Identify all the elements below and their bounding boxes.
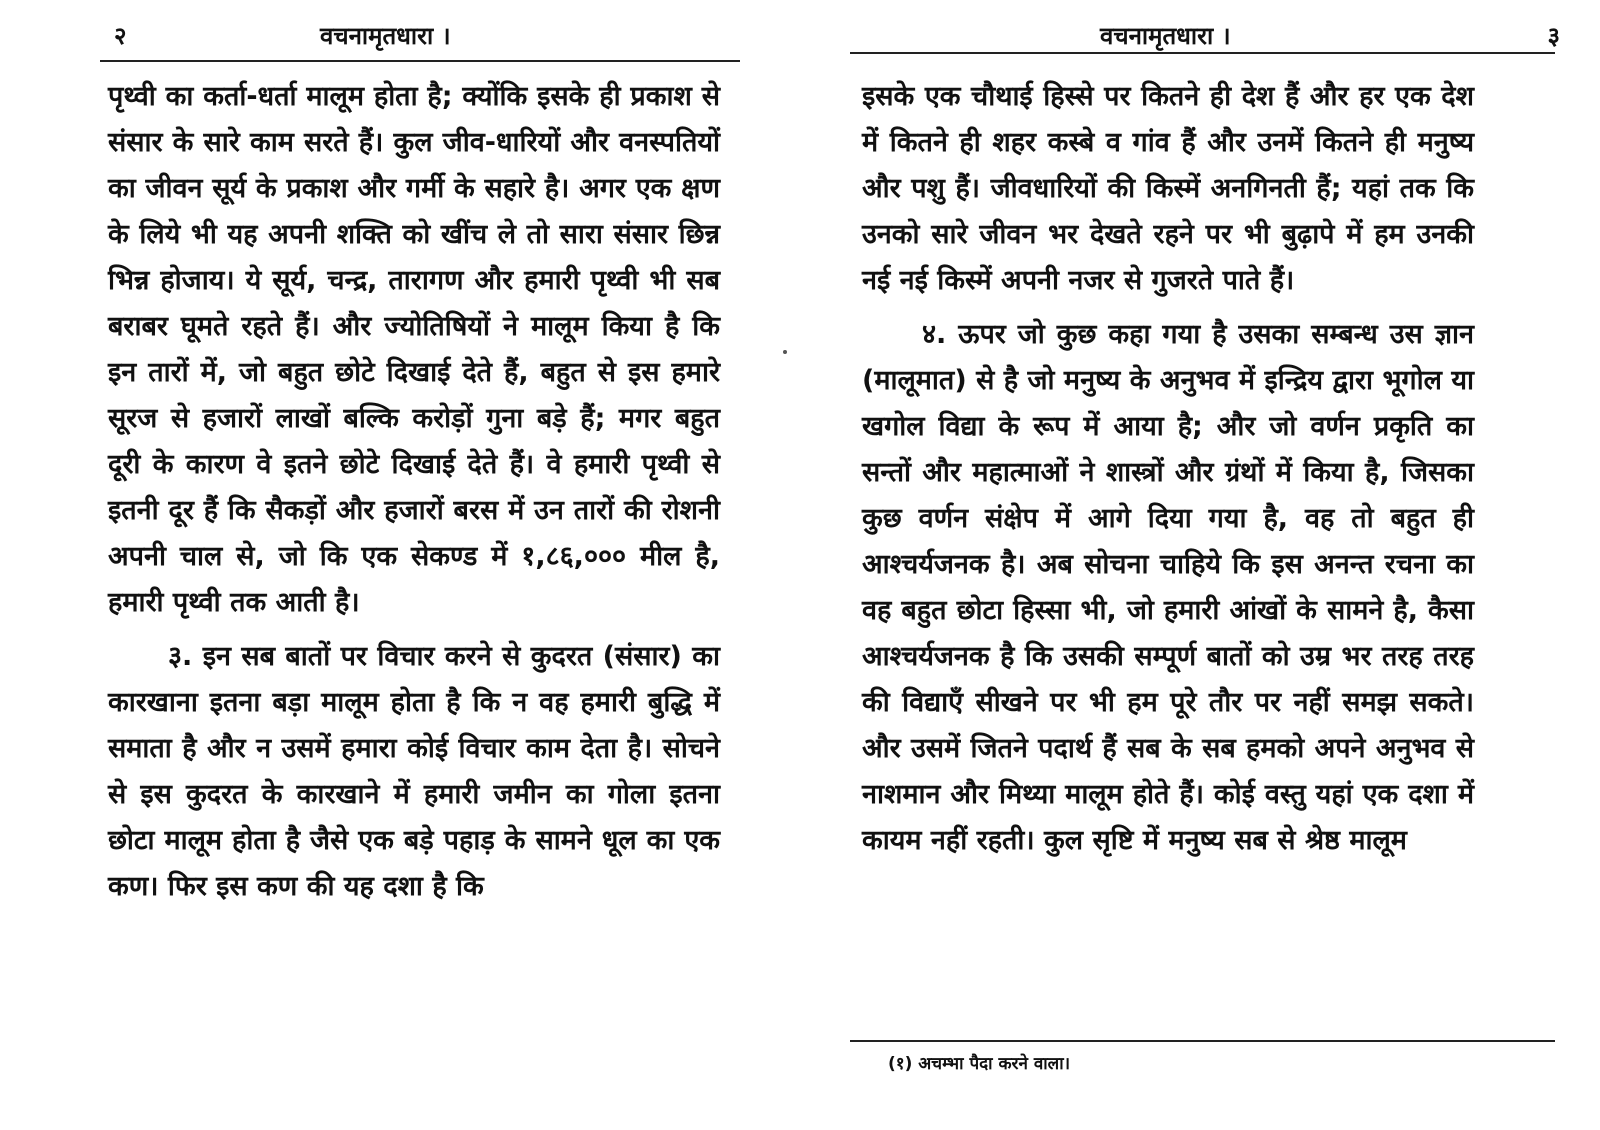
book-title-right: वचनामृतधारा । <box>1100 22 1231 50</box>
paragraph-continuation-right: इसके एक चौथाई हिस्से पर कितने ही देश हैं और हर एक देश में कितने ही शहर कस्बे व गांव हैं और उनमें कितने ही मनुष्य और पशु हैं। जीवधारियों की किस्में अनगिनती हैं; यहां तक कि उनको सारे जीवन भर देखते रहने पर भी बुढ़ापे में हम उनकी नई नई किस्में अपनी नजर से गुजरते पाते हैं। <box>862 81 1474 296</box>
running-head-right <box>850 16 1560 56</box>
right-page <box>800 0 1600 1130</box>
paragraph-3: ३. इन सब बातों पर विचार करने से कुदरत (संसार) का कारखाना इतना बड़ा मालूम होता है कि न वह हमारी बुद्धि में समाता है और न उसमें हमारा कोई विचार काम देता है। सोचने से इस कुदरत के कारखाने में हमारी जमीन का गोला इतना छोटा मालूम होता है जैसे एक बड़े पहाड़ के सामने धूल का एक कण। फिर इस कण की यह दशा है कि <box>108 641 720 902</box>
footnote: (१) अचम्भा पैदा करने वाला। <box>888 1054 1071 1074</box>
running-head-left <box>100 16 750 56</box>
left-page <box>0 0 780 1130</box>
paragraph-4: ४. ऊपर जो कुछ कहा गया है उसका सम्बन्ध उस ज्ञान (मालूमात) से है जो मनुष्य के अनुभव में इन्द्रिय द्वारा भूगोल या खगोल विद्या के रूप में आया है; और जो वर्णन प्रकृति का सन्तों और महात्माओं ने शास्त्रों और ग्रंथों में किया है, जिसका कुछ वर्णन संक्षेप में आगे दिया गया है, वह तो बहुत ही आश्चर्यजनक है। अब सोचना चाहिये कि इस अनन्त रचना का वह बहुत छोटा हिस्सा भी, जो हमारी आंखों के सामने है, कैसा आश्चर्यजनक है कि उसकी सम्पूर्ण बातों को उम्र भर तरह तरह की विद्याएँ सीखने पर भी हम पूरे तौर पर नहीं समझ सकते। और उसमें जितने पदार्थ हैं सब के सब हमको अपने अनुभव से नाशमान और मिथ्या मालूम होते हैं। कोई वस्तु यहां एक दशा में कायम नहीं रहती। कुल सृष्टि में मनुष्य सब से श्रेष्ठ मालूम <box>862 319 1474 856</box>
text-column-left <box>108 74 720 918</box>
book-title-left: वचनामृतधारा । <box>320 22 451 50</box>
header-rule-left <box>100 60 740 62</box>
paragraph-continuation: पृथ्वी का कर्ता-धर्ता मालूम होता है; क्योंकि इसके ही प्रकाश से संसार के सारे काम सरते हैं। कुल जीव-धारियों और वनस्पतियों का जीवन सूर्य के प्रकाश और गर्मी के सहारे है। अगर एक क्षण के लिये भी यह अपनी शक्ति को खींच ले तो सारा संसार छिन्न भिन्न होजाय। ये सूर्य, चन्द्र, तारागण और हमारी पृथ्वी भी सब बराबर घूमते रहते हैं। और ज्योतिषियों ने मालूम किया है कि इन तारों में, जो बहुत छोटे दिखाई देते हैं, बहुत से इस हमारे सूरज से हजारों लाखों बल्कि करोड़ों गुना बड़े हैं; मगर बहुत दूरी के कारण वे इतने छोटे दिखाई देते हैं। वे हमारी पृथ्वी से इतनी दूर हैं कि सैकड़ों और हजारों बरस में उन तारों की रोशनी अपनी चाल से, जो कि एक सेकण्ड में १,८६,००० मील है, हमारी पृथ्वी तक आती है। <box>108 81 720 618</box>
text-column-right <box>862 74 1474 872</box>
header-rule-right <box>850 52 1555 54</box>
gutter-speck <box>783 350 787 354</box>
page-number-left: २ <box>114 22 127 50</box>
page-number-right: ३ <box>1547 22 1560 50</box>
footnote-rule <box>850 1040 1555 1042</box>
